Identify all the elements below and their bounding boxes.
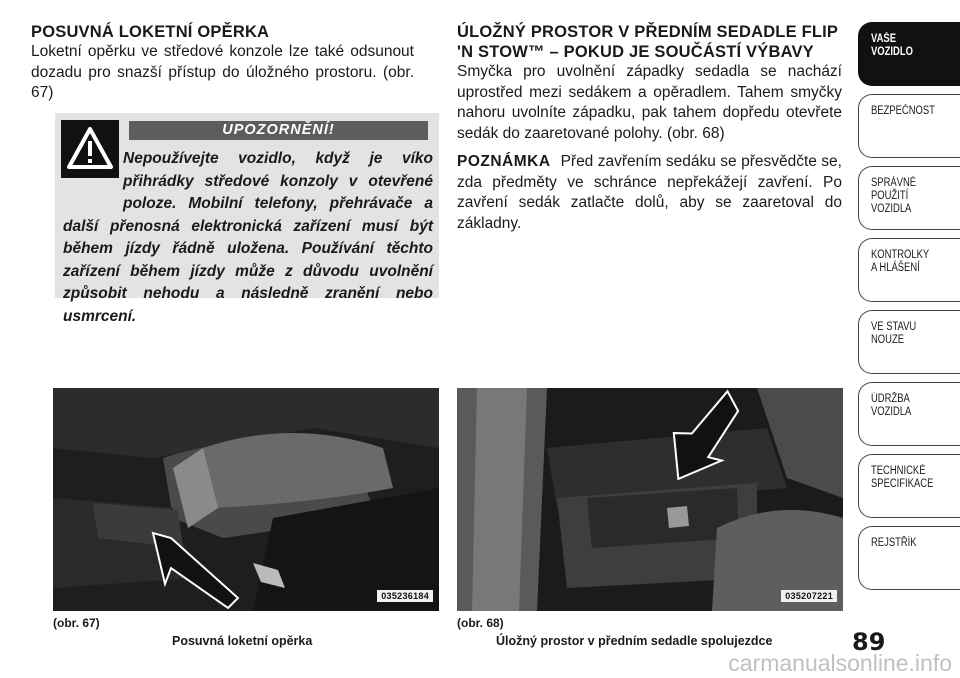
figure-67-caption: Posuvná loketní opěrka: [172, 634, 313, 648]
page-number: 89: [852, 628, 886, 656]
note-paragraph: [457, 152, 842, 234]
figure-67-label: (obr. 67): [53, 616, 100, 630]
figure-68-code: 035207221: [781, 590, 837, 602]
tab-technicke-specifikace[interactable]: TECHNICKÉ SPECIFIKACE: [858, 454, 960, 518]
note-text: Před zavřením sedáku se přesvědčte se, zda předměty ve schránce nepřekážejí zavření. Po zavření sedák zatlačte dolů, aby se zaaretoval do základny.: [457, 153, 842, 232]
figure-68-caption: Úložný prostor v předním sedadle spolujezdce: [496, 634, 773, 648]
tab-kontrolky[interactable]: KONTROLKY A HLÁŠENÍ: [858, 238, 960, 302]
section-heading-armrest: POSUVNÁ LOKETNÍ OPĚRKA: [31, 23, 270, 41]
figure-68-photo: [457, 388, 843, 611]
right-column: [457, 22, 842, 234]
tab-ve-stavu-nouze[interactable]: VE STAVU NOUZE: [858, 310, 960, 374]
warning-box: [55, 113, 439, 325]
figure-67-code: 035236184: [377, 590, 433, 602]
tab-udrzba[interactable]: ÚDRŽBA VOZIDLA: [858, 382, 960, 446]
chapter-tabs: [858, 22, 960, 598]
figure-68-label: (obr. 68): [457, 616, 504, 630]
tab-spravne-pouziti[interactable]: SPRÁVNÉ POUŽITÍ VOZIDLA: [858, 166, 960, 230]
warning-text: Nepoužívejte vozidlo, když je víko přihrádky středové konzoly v otevřené poloze. Mobilní telefony, přehrávače a další přenosná elektronická zařízení musí být během jízdy řádně uložena. Používání těchto zařízení během jízdy může z důvodu uvolnění způsobit nehodu a následně zranění nebo usmrcení.: [63, 150, 433, 325]
tab-bezpecnost[interactable]: BEZPEČNOST: [858, 94, 960, 158]
tab-vase-vozidlo[interactable]: VAŠE VOZIDLO: [858, 22, 960, 86]
tab-rejstrik[interactable]: REJSTŘÍK: [858, 526, 960, 590]
left-column: [31, 22, 414, 104]
warning-title: UPOZORNĚNÍ!: [129, 121, 428, 140]
armrest-paragraph: Loketní opěrku ve středové konzole lze také odsunout dozadu pro snazší přístup do úložného prostoru. (obr. 67): [31, 43, 414, 101]
note-label: POZNÁMKA: [457, 153, 551, 170]
section-heading-storage: ÚLOŽNÝ PROSTOR V PŘEDNÍM SEDADLE FLIP 'N STOW™ – POKUD JE SOUČÁSTÍ VÝBAVY: [457, 23, 838, 61]
storage-paragraph: Smyčka pro uvolnění západky sedadla se nachází uprostřed mezi sedákem a opěradlem. Tahem smyčky nahoru uvolníte západku, pak tahem dopředu otevřete sedák do zaaretované polohy. (obr. 68): [457, 63, 842, 142]
watermark: carmanualsonline.info: [728, 650, 952, 676]
figure-67-photo: [53, 388, 439, 611]
